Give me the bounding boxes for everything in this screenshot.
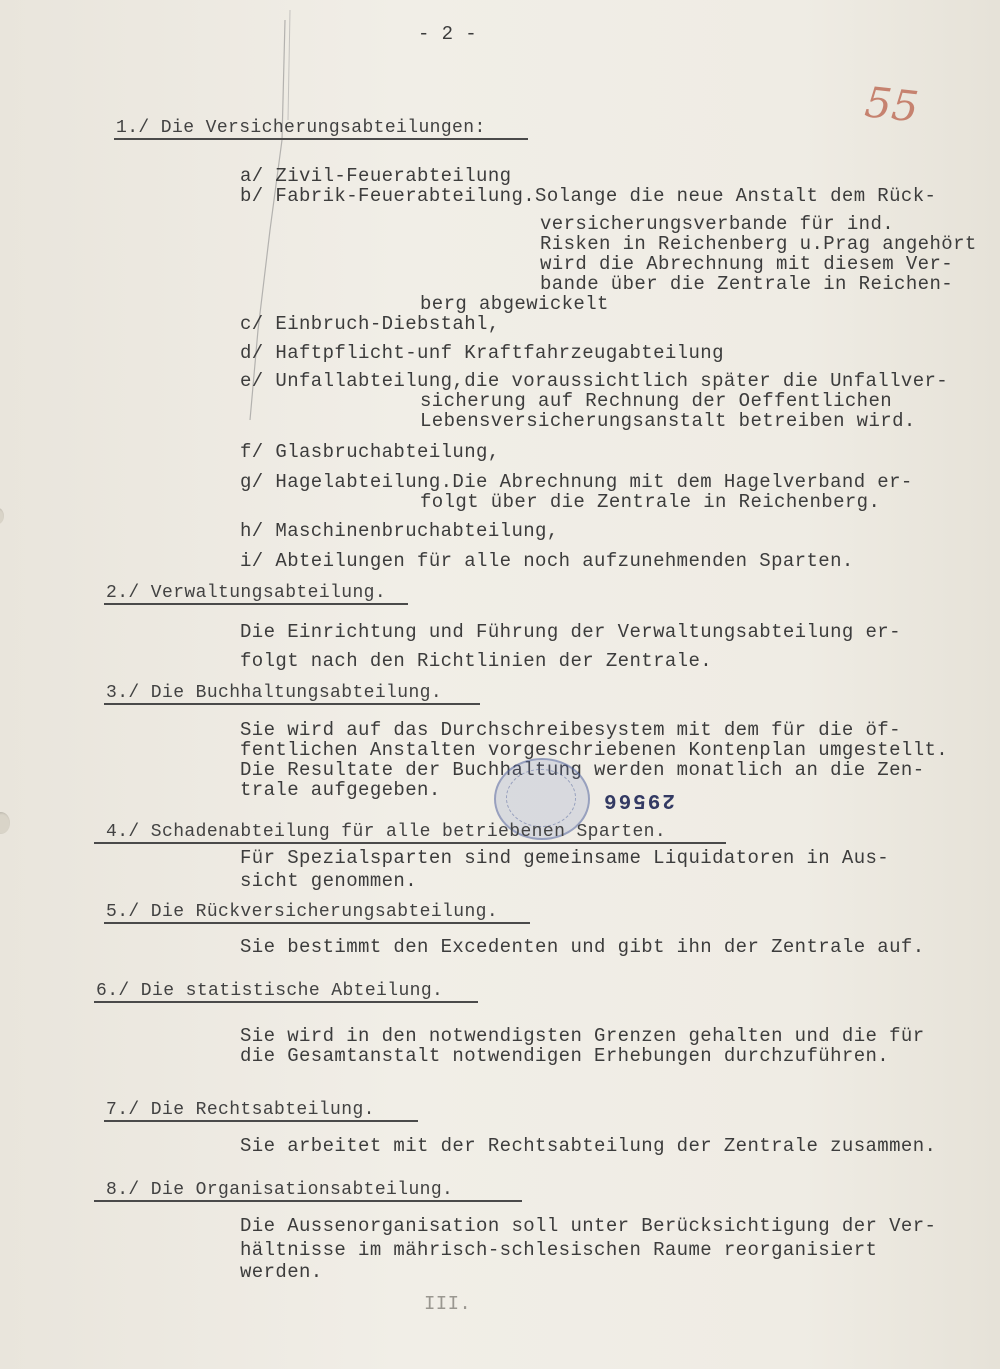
heading-underline [94,1001,478,1003]
section-heading: 3./ Die Buchhaltungsabteilung. [106,683,443,703]
text-line: folgt nach den Richtlinien der Zentrale. [240,650,713,672]
text-line: Sie wird in den notwendigsten Grenzen gehalten und die für [240,1025,925,1047]
section-heading: 5./ Die Rückversicherungsabteilung. [106,902,499,922]
text-line: Sie wird auf das Durchschreibesystem mit dem für die öf- [240,719,901,741]
heading-underline [104,1120,418,1122]
footer-mark: III. [424,1293,472,1315]
heading-underline [104,603,408,605]
text-line: g/ Hagelabteilung.Die Abrechnung mit dem Hagelverband er- [240,471,913,493]
text-line: Risken in Reichenberg u.Prag angehört [540,233,977,255]
heading-underline [104,922,530,924]
text-line: die Gesamtanstalt notwendigen Erhebungen durchzuführen. [240,1045,890,1067]
punch-hole [0,508,4,524]
text-line: e/ Unfallabteilung,die voraussichtlich später die Unfallver- [240,370,949,392]
text-line: f/ Glasbruchabteilung, [240,441,500,463]
text-line: folgt über die Zentrale in Reichenberg. [420,491,881,513]
text-line: h/ Maschinenbruchabteilung, [240,520,559,542]
page-number: - 2 - [418,23,478,45]
section-heading: 8./ Die Organisationsabteilung. [106,1180,454,1200]
text-line: hältnisse im mährisch-schlesischen Raume reorganisiert [240,1239,878,1261]
text-line: Sie arbeitet mit der Rechtsabteilung der Zentrale zusammen. [240,1135,937,1157]
text-line: Die Resultate der Buchhaltung werden monatlich an die Zen- [240,759,925,781]
text-line: Für Spezialsparten sind gemeinsame Liquidatoren in Aus- [240,847,890,869]
reference-number-stamp: 29566 [602,788,676,811]
handwritten-folio-number: 55 [862,77,921,132]
section-heading: 2./ Verwaltungsabteilung. [106,583,387,603]
text-line: fentlichen Anstalten vorgeschriebenen Kontenplan umgestellt. [240,739,949,761]
text-line: werden. [240,1261,323,1283]
text-line: bande über die Zentrale in Reichen- [540,273,954,295]
heading-underline [94,1200,522,1202]
text-line: Sie bestimmt den Excedenten und gibt ihn der Zentrale auf. [240,936,925,958]
text-line: sicht genommen. [240,870,418,892]
text-line: b/ Fabrik-Feuerabteilung.Solange die neue Anstalt dem Rück- [240,185,937,207]
text-line: Die Einrichtung und Führung der Verwaltungsabteilung er- [240,621,901,643]
section-heading: 4./ Schadenabteilung für alle betriebenen Sparten. [106,822,667,842]
text-line: trale aufgegeben. [240,779,441,801]
text-line: c/ Einbruch-Diebstahl, [240,313,500,335]
heading-underline [104,703,480,705]
section-heading: 1./ Die Versicherungsabteilungen: [116,118,486,138]
text-line: versicherungsverbande für ind. [540,213,895,235]
text-line: Die Aussenorganisation soll unter Berücksichtigung der Ver- [240,1215,937,1237]
text-line: i/ Abteilungen für alle noch aufzunehmenden Sparten. [240,550,854,572]
section-heading: 6./ Die statistische Abteilung. [96,981,444,1001]
text-line: wird die Abrechnung mit diesem Ver- [540,253,954,275]
heading-underline [94,842,726,844]
section-heading: 7./ Die Rechtsabteilung. [106,1100,375,1120]
text-line: d/ Haftpflicht-unf Kraftfahrzeugabteilung [240,342,724,364]
text-line: berg abgewickelt [420,293,609,315]
text-line: Lebensversicherungsanstalt betreiben wird. [420,410,916,432]
text-line: a/ Zivil-Feuerabteilung [240,165,512,187]
text-line: sicherung auf Rechnung der Oeffentlichen [420,390,893,412]
heading-underline [114,138,528,140]
punch-hole [0,812,10,834]
